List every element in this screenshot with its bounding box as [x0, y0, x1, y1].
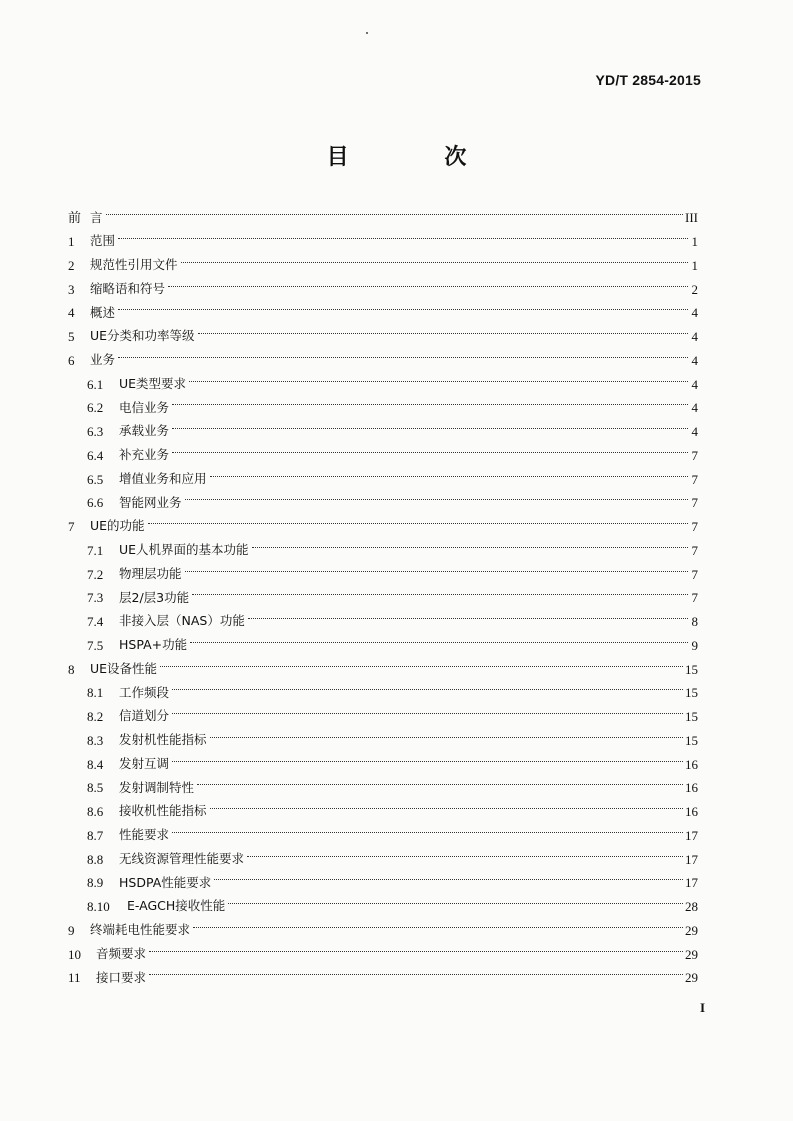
toc-dot-leader — [197, 784, 683, 785]
toc-entry-title: 概述 — [90, 304, 116, 320]
toc-entry-page: 7 — [691, 471, 698, 487]
toc-dot-leader — [210, 737, 683, 738]
toc-entry-page: 17 — [685, 851, 698, 867]
toc-entry-number: 3 — [68, 281, 75, 297]
toc-entry-title: 工作频段 — [119, 684, 170, 700]
toc-entry-page: 7 — [691, 519, 698, 535]
toc-entry-page: 4 — [691, 305, 698, 321]
toc-entry-title: 层2/层3功能 — [119, 589, 190, 605]
toc-entry[interactable] — [68, 800, 698, 824]
toc-entry-page: III — [685, 210, 698, 226]
toc-entry-page: 29 — [685, 970, 698, 986]
toc-dot-leader — [172, 689, 683, 690]
toc-entry[interactable] — [68, 254, 698, 278]
toc-entry-page: 29 — [685, 946, 698, 962]
toc-entry-number: 8.10 — [87, 899, 110, 915]
toc-entry-page: 1 — [691, 234, 698, 250]
toc-entry-page: 17 — [685, 875, 698, 891]
toc-entry[interactable] — [68, 847, 698, 871]
toc-entry-title: 缩略语和符号 — [90, 280, 166, 296]
toc-entry-title: 发射互调 — [119, 755, 170, 771]
toc-entry[interactable] — [68, 444, 698, 468]
toc-entry-number: 6.6 — [87, 495, 104, 511]
toc-entry-number: 8.3 — [87, 732, 104, 748]
toc-entry[interactable] — [68, 230, 698, 254]
toc-entry-number: 8.7 — [87, 827, 104, 843]
toc-entry-page: 2 — [691, 281, 698, 297]
toc-entry-title: 增值业务和应用 — [119, 470, 207, 486]
toc-entry-title: 终端耗电性能要求 — [90, 922, 191, 938]
scan-speck — [366, 32, 368, 34]
toc-dot-leader — [198, 333, 688, 334]
toc-dot-leader — [185, 571, 688, 572]
toc-entry-number: 8.6 — [87, 804, 104, 820]
toc-dot-leader — [247, 856, 683, 857]
toc-dot-leader — [118, 357, 688, 358]
toc-entry-title: HSDPA性能要求 — [119, 874, 212, 890]
toc-dot-leader — [185, 499, 688, 500]
toc-entry-number: 7.3 — [87, 590, 104, 606]
toc-entry-title: 发射调制特性 — [119, 779, 195, 795]
toc-entry-title: HSPA+功能 — [119, 637, 188, 653]
toc-entry[interactable] — [68, 277, 698, 301]
toc-entry[interactable] — [68, 586, 698, 610]
toc-entry-title: 非接入层（NAS）功能 — [119, 613, 245, 629]
toc-entry-number: 1 — [68, 234, 75, 250]
toc-entry-title: 智能网业务 — [119, 494, 182, 510]
toc-entry-page: 4 — [691, 329, 698, 345]
toc-entry[interactable] — [68, 467, 698, 491]
toc-entry-number: 7.2 — [87, 566, 104, 582]
toc-dot-leader — [210, 808, 683, 809]
toc-entry-title: E-AGCH接收性能 — [127, 898, 226, 914]
toc-entry-title: UE类型要求 — [119, 375, 187, 391]
toc-dot-leader — [106, 214, 683, 215]
toc-entry-page: 4 — [691, 424, 698, 440]
toc-entry-title: 补充业务 — [119, 447, 170, 463]
toc-entry[interactable] — [68, 325, 698, 349]
toc-entry-page: 15 — [685, 661, 698, 677]
toc-entry-title: UE的功能 — [90, 518, 145, 534]
toc-entry-number: 8.2 — [87, 709, 104, 725]
toc-entry-title: 承载业务 — [119, 423, 170, 439]
toc-entry-page: 17 — [685, 827, 698, 843]
toc-entry[interactable] — [68, 776, 698, 800]
toc-dot-leader — [172, 832, 683, 833]
toc-entry[interactable] — [68, 539, 698, 563]
toc-dot-leader — [210, 476, 688, 477]
toc-entry-number: 6.4 — [87, 447, 104, 463]
toc-entry[interactable] — [68, 301, 698, 325]
toc-entry-number: 前 — [68, 210, 82, 226]
toc-dot-leader — [252, 547, 688, 548]
toc-entry[interactable] — [68, 515, 698, 539]
toc-entry[interactable] — [68, 752, 698, 776]
toc-dot-leader — [193, 927, 683, 928]
toc-entry-number: 8.9 — [87, 875, 104, 891]
toc-entry-page: 15 — [685, 732, 698, 748]
page-title: 目 次 — [326, 145, 511, 170]
toc-entry[interactable] — [68, 871, 698, 895]
toc-dot-leader — [190, 642, 688, 643]
table-of-contents — [68, 206, 698, 990]
toc-entry-page: 7 — [691, 447, 698, 463]
toc-entry-page: 7 — [691, 590, 698, 606]
document-number: YD/T 2854-2015 — [595, 72, 701, 88]
toc-entry-title: UE设备性能 — [90, 660, 158, 676]
toc-entry[interactable] — [68, 372, 698, 396]
toc-entry[interactable] — [68, 942, 698, 966]
toc-entry-title: 业务 — [90, 352, 116, 368]
toc-entry[interactable] — [68, 729, 698, 753]
toc-entry-number: 8.1 — [87, 685, 104, 701]
toc-entry-number: 8.5 — [87, 780, 104, 796]
toc-entry-number: 7.5 — [87, 637, 104, 653]
toc-entry-title: 接口要求 — [96, 969, 147, 985]
toc-entry[interactable] — [68, 824, 698, 848]
toc-entry[interactable] — [68, 919, 698, 943]
toc-entry-number: 7.1 — [87, 542, 104, 558]
toc-entry[interactable] — [68, 610, 698, 634]
toc-entry-number: 7 — [68, 519, 75, 535]
toc-dot-leader — [148, 523, 688, 524]
toc-entry-title: UE分类和功率等级 — [90, 328, 195, 344]
toc-entry-page: 4 — [691, 352, 698, 368]
toc-entry-number: 10 — [68, 946, 81, 962]
toc-entry-title: UE人机界面的基本功能 — [119, 542, 249, 558]
toc-entry[interactable] — [68, 681, 698, 705]
toc-entry-number: 6.3 — [87, 424, 104, 440]
toc-dot-leader — [228, 903, 683, 904]
toc-dot-leader — [149, 951, 683, 952]
toc-entry-title: 接收机性能指标 — [119, 803, 207, 819]
toc-entry-page: 15 — [685, 685, 698, 701]
toc-dot-leader — [160, 666, 683, 667]
toc-entry-number: 6.1 — [87, 376, 104, 392]
toc-entry-title: 信道划分 — [119, 708, 170, 724]
toc-dot-leader — [172, 404, 688, 405]
toc-entry-page: 7 — [691, 495, 698, 511]
toc-entry-title: 无线资源管理性能要求 — [119, 850, 245, 866]
toc-entry[interactable] — [68, 491, 698, 515]
toc-entry-number: 8.8 — [87, 851, 104, 867]
toc-dot-leader — [181, 262, 688, 263]
toc-entry-title: 发射机性能指标 — [119, 732, 207, 748]
toc-dot-leader — [189, 381, 688, 382]
toc-entry-page: 29 — [685, 922, 698, 938]
toc-dot-leader — [172, 713, 683, 714]
toc-dot-leader — [172, 761, 683, 762]
toc-entry-number: 2 — [68, 257, 75, 273]
toc-entry-page: 15 — [685, 709, 698, 725]
toc-entry-page: 1 — [691, 257, 698, 273]
toc-dot-leader — [168, 286, 688, 287]
toc-entry-page: 9 — [691, 637, 698, 653]
toc-entry-title: 言 — [90, 209, 103, 225]
toc-entry[interactable] — [68, 349, 698, 373]
toc-entry-page: 7 — [691, 566, 698, 582]
toc-entry-page: 4 — [691, 376, 698, 392]
toc-entry-number: 8 — [68, 661, 75, 677]
toc-entry-title: 性能要求 — [119, 827, 170, 843]
toc-entry-number: 7.4 — [87, 614, 104, 630]
toc-entry-title: 电信业务 — [119, 399, 170, 415]
toc-entry-title: 音频要求 — [96, 945, 147, 961]
toc-dot-leader — [192, 594, 688, 595]
toc-entry-number: 6.5 — [87, 471, 104, 487]
toc-entry[interactable] — [68, 705, 698, 729]
toc-entry[interactable] — [68, 206, 698, 230]
toc-entry-number: 5 — [68, 329, 75, 345]
toc-dot-leader — [172, 428, 688, 429]
toc-entry-number: 4 — [68, 305, 75, 321]
toc-entry-title: 范围 — [90, 233, 116, 249]
toc-entry-page: 16 — [685, 780, 698, 796]
toc-dot-leader — [214, 879, 683, 880]
toc-entry-page: 16 — [685, 804, 698, 820]
toc-entry[interactable] — [68, 420, 698, 444]
toc-entry-number: 6.2 — [87, 400, 104, 416]
toc-entry-number: 8.4 — [87, 756, 104, 772]
toc-entry[interactable] — [68, 396, 698, 420]
toc-entry-title: 物理层功能 — [119, 565, 182, 581]
toc-entry[interactable] — [68, 634, 698, 658]
toc-entry-page: 28 — [685, 899, 698, 915]
toc-entry[interactable] — [68, 657, 698, 681]
toc-entry-page: 16 — [685, 756, 698, 772]
toc-dot-leader — [149, 974, 683, 975]
toc-entry-page: 7 — [691, 542, 698, 558]
toc-dot-leader — [172, 452, 688, 453]
toc-dot-leader — [118, 309, 688, 310]
toc-entry-title: 规范性引用文件 — [90, 257, 178, 273]
toc-entry-page: 4 — [691, 400, 698, 416]
footer-page-number: I — [699, 1000, 705, 1015]
toc-dot-leader — [118, 238, 688, 239]
toc-entry[interactable] — [68, 966, 698, 990]
toc-dot-leader — [248, 618, 688, 619]
toc-entry-number: 6 — [68, 352, 75, 368]
toc-entry-page: 8 — [691, 614, 698, 630]
toc-entry[interactable] — [68, 562, 698, 586]
toc-entry-number: 11 — [68, 970, 81, 986]
toc-entry-number: 9 — [68, 922, 75, 938]
toc-entry[interactable] — [68, 895, 698, 919]
